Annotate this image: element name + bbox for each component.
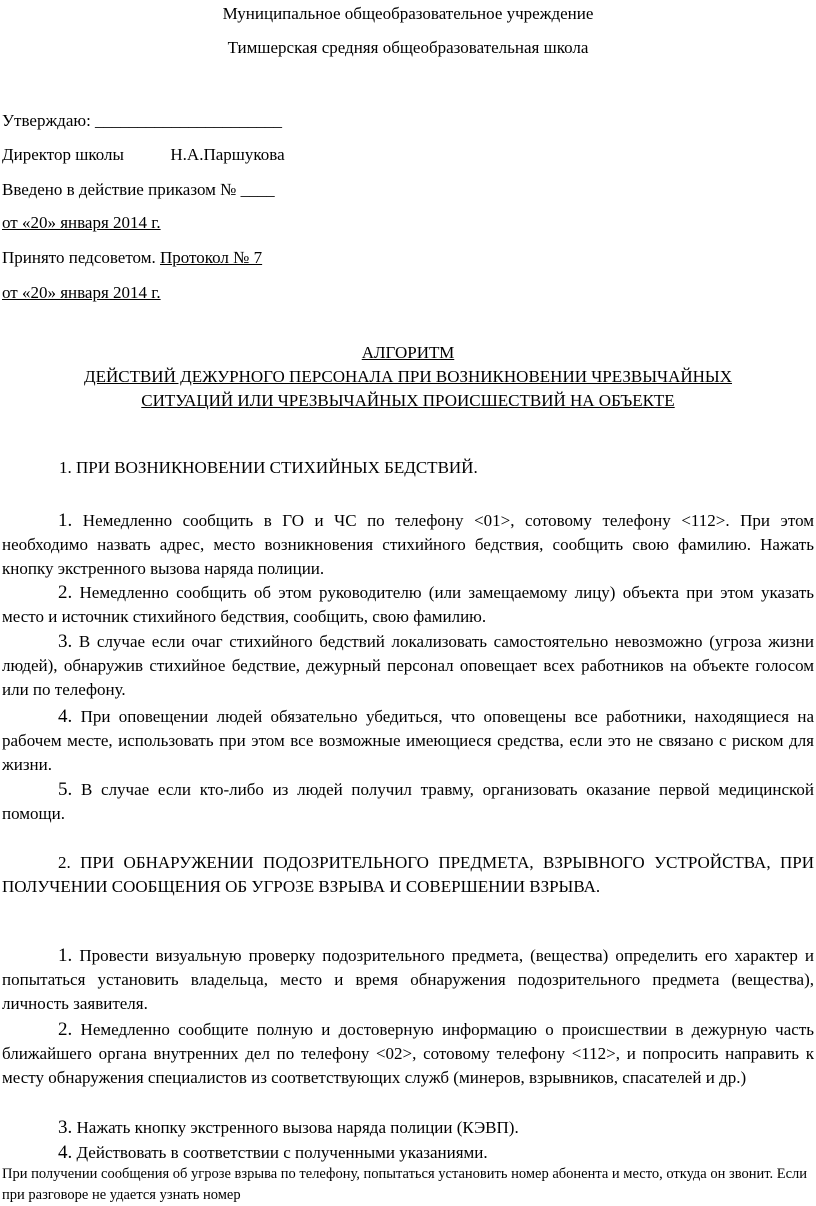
section2-item-1 [2,944,814,1016]
item-text: Действовать в соответствии с полученными указаниями. [76,1143,488,1162]
director-name: Н.А.Паршукова [170,145,285,164]
section2-number: 2. [58,853,71,872]
item-number: 3. [58,631,73,652]
item-text: Провести визуальную проверку подозрительного предмета, (вещества) определить его характер и попытаться установить владельца, место и время обнаружения подозрительного предмета (вещества), личность заявителя. [2,946,814,1013]
section2-title: ПРИ ОБНАРУЖЕНИИ ПОДОЗРИТЕЛЬНОГО ПРЕДМЕТА, ВЗРЫВНОГО УСТРОЙСТВА, ПРИ ПОЛУЧЕНИИ СООБЩЕНИЯ ОБ УГРОЗЕ ВЗРЫВА И СОВЕРШЕНИИ ВЗРЫВА. [2,853,814,896]
director-line [2,145,285,165]
item-text: При оповещении людей обязательно убедиться, что оповещены все работники, находящиеся на рабочем месте, использовать при этом все возможные имеющиеся средства, если это не связано с риском для жизни. [2,707,815,774]
section2-heading [2,851,814,899]
council-text: Принято педсоветом. [2,248,160,267]
item-text: В случае если кто-либо из людей получил травму, организовать оказание первой медицинской помощи. [2,780,814,823]
item-number: 2. [58,1019,73,1040]
section1-heading [59,458,478,478]
section1-item-2 [2,581,814,629]
item-number: 1. [58,945,73,966]
council-line [2,248,262,268]
section1-title: ПРИ ВОЗНИКНОВЕНИИ СТИХИЙНЫХ БЕДСТВИЙ. [76,458,478,477]
section2-item-3 [2,1116,814,1140]
item-number: 5. [58,779,73,800]
order-line: Введено в действие приказом № ____ [2,180,275,199]
approve-line: Утверждаю: ______________________ [2,111,283,130]
item-text: Нажать кнопку экстренного вызова наряда полиции (КЭВП). [76,1118,519,1137]
item-text: Немедленно сообщить в ГО и ЧС по телефону <01>, сотовому телефону <112>. При этом необходимо назвать адрес, место возникновения стихийного бедствия, сообщить свою фамилию. Нажать кнопку экстренного вызова наряда полиции. [2,511,814,578]
section2-item-2 [2,1018,814,1090]
title-line2: ДЕЙСТВИЙ ДЕЖУРНОГО ПЕРСОНАЛА ПРИ ВОЗНИКНОВЕНИИ ЧРЕЗВЫЧАЙНЫХ [83,367,733,386]
section1-item-5 [2,778,814,826]
school-header-line1: Муниципальное общеобразовательное учреждение [222,4,594,23]
item-text: Немедленно сообщить об этом руководителю (или замещаемому лицу) объекта при этом указать место и источник стихийного бедствия, сообщить, свою фамилию. [2,583,815,626]
section2-footer-note: При получении сообщения об угрозе взрыва по телефону, попытаться установить номер абонента и место, откуда он звонит. Если при разговоре не удается узнать номер [2,1166,808,1203]
section1-number: 1. [59,458,72,477]
council-date: от «20» января 2014 г. [2,283,161,302]
section1-item-3 [2,630,814,702]
order-date: от «20» января 2014 г. [2,213,161,232]
section1-item-1 [2,509,814,581]
item-number: 4. [58,1142,73,1163]
item-number: 2. [58,582,73,603]
section2-item-4 [2,1141,814,1165]
protocol-number: Протокол № 7 [159,248,263,267]
title-line1: АЛГОРИТМ [361,343,455,362]
item-text: В случае если очаг стихийного бедствий локализовать самостоятельно невозможно (угроза жизни людей), обнаружив стихийное бедствие, дежурный персонал оповещает всех работников на объекте голосом или по телефону. [2,632,814,699]
item-number: 3. [58,1117,73,1138]
item-text: Немедленно сообщите полную и достоверную информацию о происшествии в дежурную часть ближайшего органа внутренних дел по телефону <02>, сотовому телефону <112>, и попросить направить к месту обнаружения специалистов из соответствующих служб (минеров, взрывников, спасателей и др.) [2,1020,815,1087]
item-number: 1. [58,510,73,531]
director-label: Директор школы [2,145,124,164]
school-header-line2: Тимшерская средняя общеобразовательная школа [227,38,589,57]
item-number: 4. [58,706,73,727]
title-line3: СИТУАЦИЙ ИЛИ ЧРЕЗВЫЧАЙНЫХ ПРОИСШЕСТВИЙ НА ОБЪЕКТЕ [141,391,675,410]
section1-item-4 [2,705,814,777]
